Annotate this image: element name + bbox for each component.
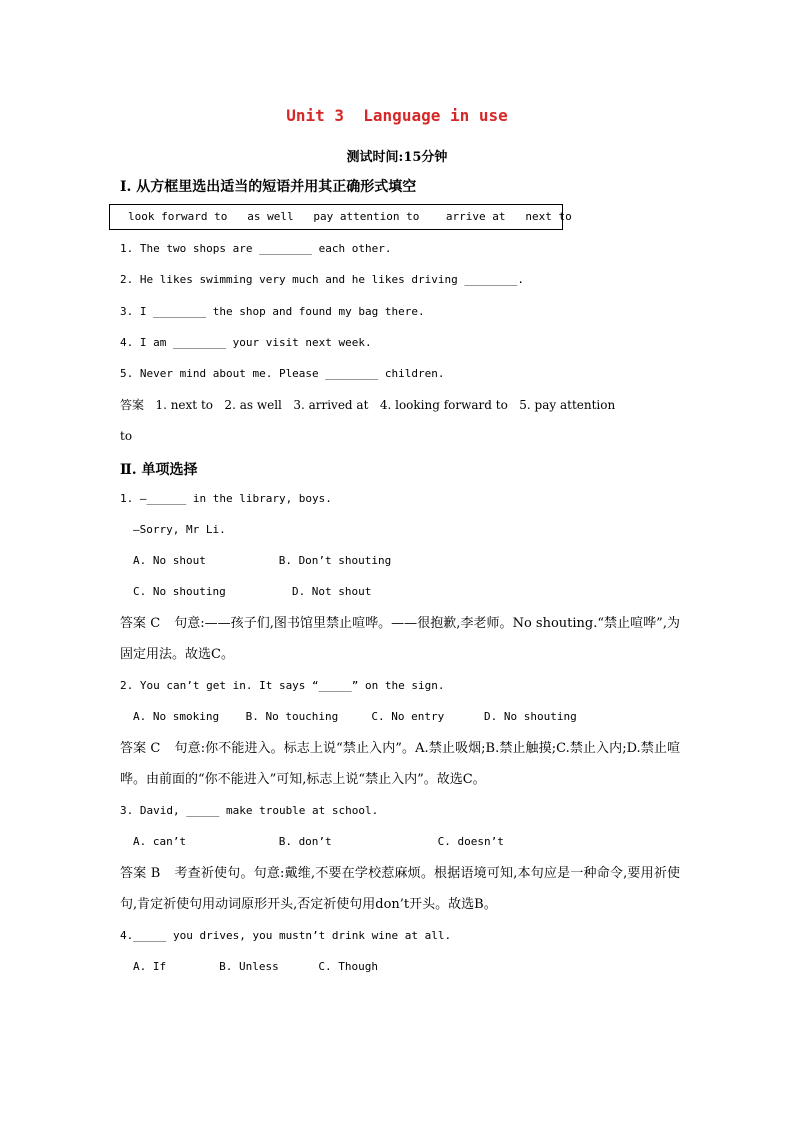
q3-answer [120, 858, 680, 920]
section2-heading: Ⅱ. 单项选择 [120, 462, 198, 478]
q2-answer [120, 733, 680, 795]
s1-question-3: 3. I ________ the shop and found my bag there. [120, 305, 425, 318]
s1-answer-line-2: to [120, 429, 133, 443]
page-title: Unit 3 Language in use [286, 106, 508, 125]
s1-question-1: 1. The two shops are ________ each other. [120, 242, 392, 255]
q3-options: A. can’t B. don’t C. doesn’t [133, 835, 504, 848]
q3-stem: 3. David, _____ make trouble at school. [120, 804, 379, 817]
q4-options: A. If B. Unless C. Though [133, 960, 379, 973]
q2-answer-label: 答案 C [120, 741, 161, 756]
s1-question-4: 4. I am ________ your visit next week. [120, 336, 372, 349]
q1-options-row1: A. No shout B. Don’t shouting [133, 554, 392, 567]
q1-reply: —Sorry, Mr Li. [133, 523, 226, 536]
q2-answer-text: 句意:你不能进入。标志上说“禁止入内”。A.禁止吸烟;B.禁止触摸;C.禁止入内;D.禁止喧哗。由前面的“你不能进入”可知,标志上说“禁止入内”。故选C。 [120, 741, 680, 787]
q1-answer-label: 答案 C [120, 616, 161, 631]
q1-answer [120, 608, 680, 670]
q2-options: A. No smoking B. No touching C. No entry D. No shouting [133, 710, 577, 723]
q1-stem: 1. —______ in the library, boys. [120, 492, 332, 505]
s1-answer-line-1: 答案 1. next to 2. as well 3. arrived at 4. looking forward to 5. pay attention [120, 398, 616, 412]
q1-options-row2: C. No shouting D. Not shout [133, 585, 372, 598]
test-time: 测试时间:15分钟 [346, 150, 448, 165]
phrase-box: look forward to as well pay attention to arrive at next to [109, 204, 563, 230]
s1-question-2: 2. He likes swimming very much and he likes driving ________. [120, 273, 524, 286]
q4-stem: 4._____ you drives, you mustn’t drink wine at all. [120, 929, 452, 942]
s1-question-5: 5. Never mind about me. Please ________ children. [120, 367, 445, 380]
q3-answer-text: 考查祈使句。句意:戴维,不要在学校惹麻烦。根据语境可知,本句应是一种命令,要用祈使句,肯定祈使句用动词原形开头,否定祈使句用don’t开头。故选B。 [120, 866, 681, 912]
q2-stem: 2. You can’t get in. It says “_____” on the sign. [120, 679, 445, 692]
section1-heading: Ⅰ. 从方框里选出适当的短语并用其正确形式填空 [120, 179, 417, 195]
q3-answer-label: 答案 B [120, 866, 161, 881]
q1-answer-text: 句意:——孩子们,图书馆里禁止喧哗。——很抱歉,李老师。No shouting.“禁止喧哗”,为固定用法。故选C。 [120, 616, 680, 662]
